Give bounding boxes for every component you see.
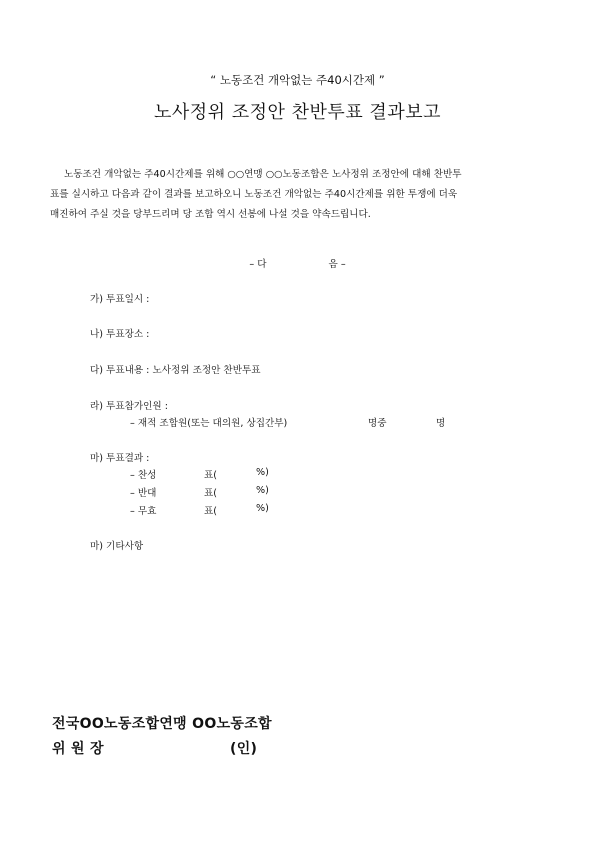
item-vote-content: 다) 투표내용 : 노사정위 조정안 찬반투표 <box>90 365 261 376</box>
participants-detail: – 재적 조합원(또는 대의원, 상집간부) <box>130 418 288 429</box>
result-label: – 무효 <box>130 506 157 517</box>
notice-right: 음 – <box>328 259 346 270</box>
document-subtitle: “ 노동조건 개악없는 주40시간제 ” <box>210 73 385 87</box>
item-vote-result: 마) 투표결과 : <box>90 453 150 464</box>
item-vote-date: 가) 투표일시 : <box>90 294 150 305</box>
notice-heading <box>0 256 595 270</box>
signature-seal: (인) <box>230 741 258 757</box>
result-label: – 찬성 <box>130 470 157 481</box>
item-other-notes: 마) 기타사항 <box>90 541 144 552</box>
intro-line-1: 노동조건 개악없는 주40시간제를 위해 ○○연맹 ○○노동조합은 노사정위 조정안에 대해 찬반투 <box>64 169 462 180</box>
document-title: 노사정위 조정안 찬반투표 결과보고 <box>154 102 441 123</box>
result-unit: 표( <box>204 506 218 517</box>
result-label: – 반대 <box>130 488 157 499</box>
signature-organization: 전국OO노동조합연맹 OO노동조합 <box>52 716 272 732</box>
result-unit: 표( <box>204 470 218 481</box>
result-pct: %) <box>256 503 269 514</box>
signature-role: 위 원 장 <box>52 741 104 757</box>
item-vote-place: 나) 투표장소 : <box>90 329 150 340</box>
intro-line-2: 표를 실시하고 다음과 같이 결과를 보고하오니 노동조건 개악없는 주40시간제를 위한 투쟁에 더욱 <box>50 189 458 200</box>
participants-count-total: 명중 <box>368 418 387 429</box>
result-pct: %) <box>256 467 269 478</box>
item-participants: 라) 투표참가인원 : <box>90 401 168 412</box>
result-unit: 표( <box>204 488 218 499</box>
intro-paragraph <box>50 165 546 225</box>
participants-count-voted: 명 <box>436 418 446 429</box>
notice-left: – 다 <box>249 259 267 270</box>
result-pct: %) <box>256 485 269 496</box>
intro-line-3: 매진하여 주실 것을 당부드리며 당 조합 역시 선봉에 나설 것을 약속드립니다. <box>50 209 371 220</box>
